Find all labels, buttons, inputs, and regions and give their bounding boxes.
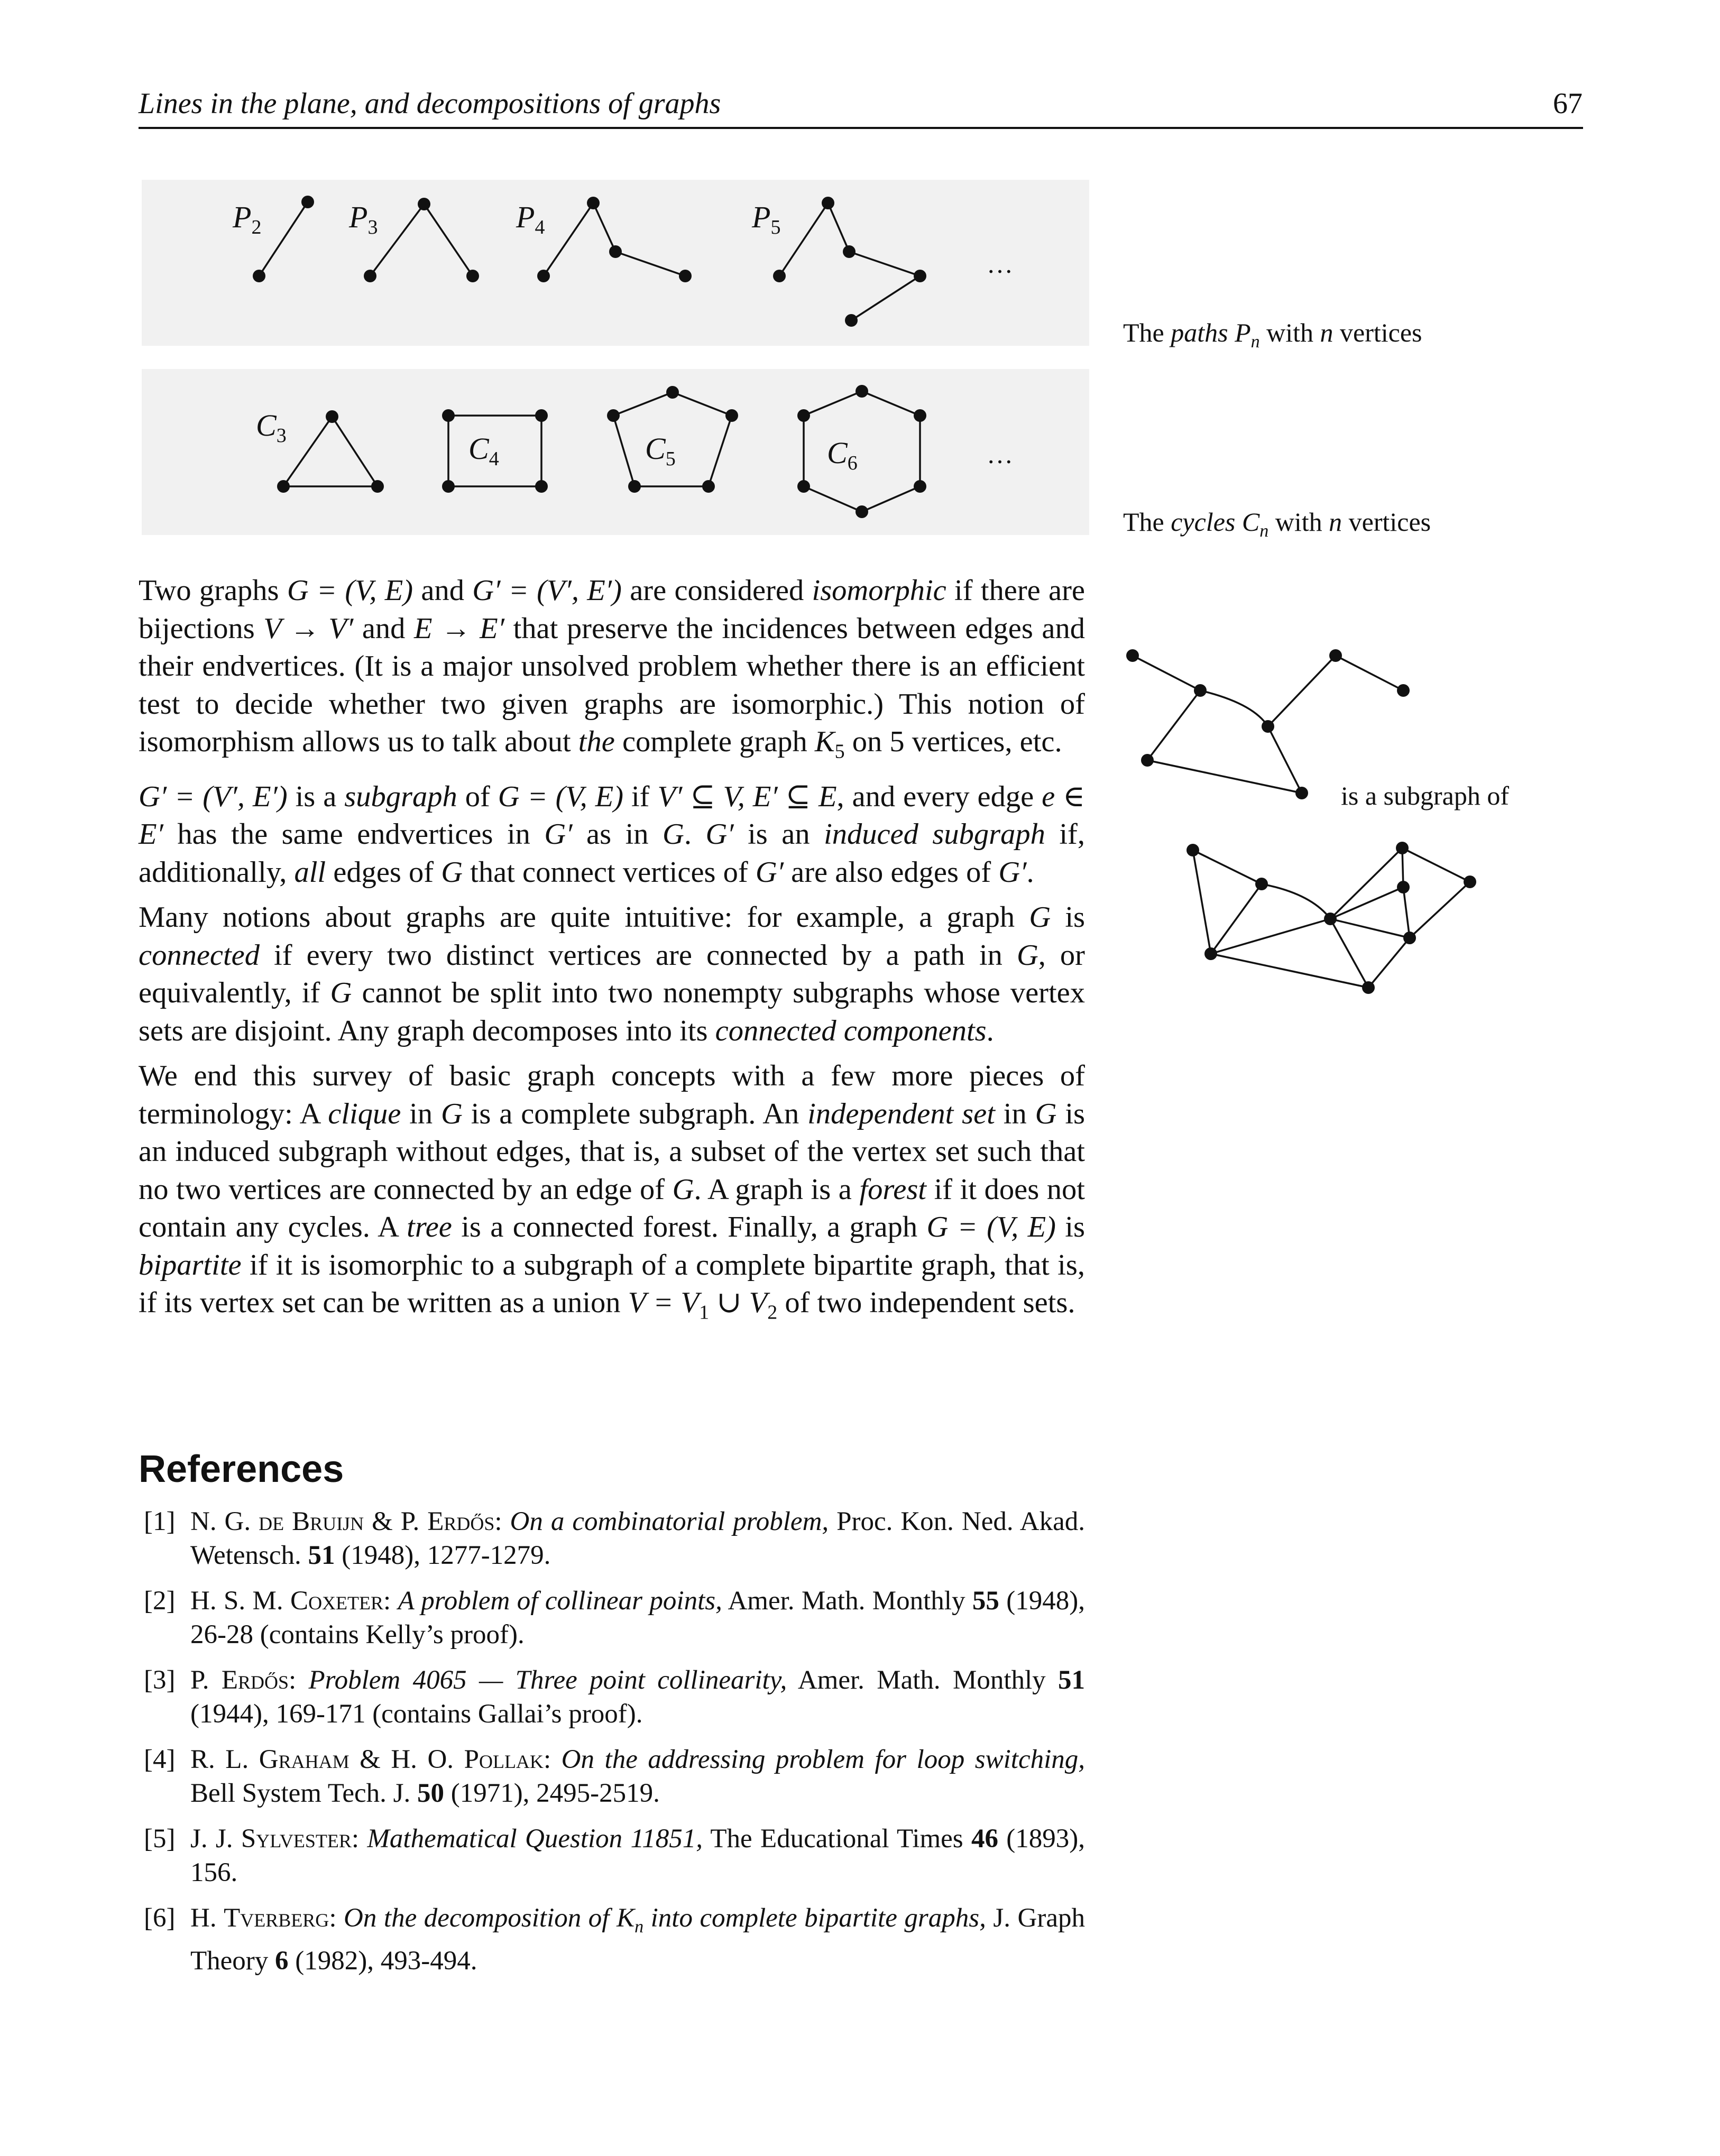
vertex xyxy=(1204,947,1217,960)
vertex xyxy=(442,409,455,422)
c3-label: $C_3$ xyxy=(256,408,287,447)
paths-caption: The paths $P_n$ with n vertices xyxy=(1123,318,1422,352)
edge xyxy=(1133,656,1200,690)
vertex xyxy=(822,197,834,209)
paths-diagram xyxy=(142,180,1089,346)
vertex xyxy=(1262,720,1274,733)
vertex xyxy=(1141,754,1154,767)
vertex xyxy=(1186,844,1199,856)
vertex xyxy=(364,270,376,282)
vertex xyxy=(1403,932,1416,944)
header-rule xyxy=(139,127,1583,129)
edge xyxy=(1193,850,1262,884)
vertex xyxy=(277,480,290,493)
vertex xyxy=(725,409,738,422)
paths-ellipsis: … xyxy=(987,249,1013,279)
edge xyxy=(1330,848,1402,919)
edge xyxy=(1403,887,1410,938)
edge xyxy=(1147,690,1200,760)
p3-label: $P_3$ xyxy=(349,200,378,238)
paragraph-terminology: We end this survey of basic graph concepts with a few more pieces of terminology: A clique in G is a complete subgraph. An independent set in G is an induced subgraph without edges, that is, a subset of the vertex set such that no two vertices are connected by an edge of G. A graph is a forest if it does not contain any cycles. A tree is a connected forest. Finally, a graph G = (V, E) is bipartite if it is isomorphic to a subgraph of a complete bipartite graph, that is, if its vertex set can be written as a union $V = V_1$ ∪ $V_2$ of two independent sets. xyxy=(139,1059,1086,1324)
p4-edge xyxy=(593,203,615,252)
paragraph-subgraph: G′ = (V′, E′) is a subgraph of G = (V, E) if V′ ⊆ V, E′ ⊆ E, and every edge e ∈ E′ has the same endvertices in G′ as in G. G′ is an induced subgraph if, additionally, all edges of G that connect vertices of G′ are also edges of G′. xyxy=(139,780,1085,889)
vertex xyxy=(797,409,810,422)
reference-item: [6] H. Tverberg: On the decomposition of $K_n$ into complete bipartite graphs, J. Graph Theory 6 (1982), 493-494. xyxy=(144,1903,1085,1976)
vertex xyxy=(666,386,679,399)
vertex xyxy=(1194,684,1207,697)
p5-edge xyxy=(779,203,828,276)
subgraph-figure xyxy=(1110,634,1491,1005)
edge xyxy=(1147,760,1302,793)
vertex xyxy=(843,245,856,258)
reference-item: [4] R. L. Graham & H. O. Pollak: On the addressing problem for loop switching, Bell System Tech. J. 50 (1971), 2495-2519. xyxy=(144,1745,1085,1808)
edge xyxy=(1268,656,1336,726)
vertex xyxy=(535,409,548,422)
edge xyxy=(1330,919,1368,988)
paragraph-connected: Many notions about graphs are quite intuitive: for example, a graph G is connected if every two distinct vertices are connected by a path in G, or equivalently, if G cannot be split into two nonempty subgraphs whose vertex sets are disjoint. Any graph decomposes into its connected components. xyxy=(139,901,1085,1047)
c5-label: $C_5$ xyxy=(645,431,676,470)
vertex xyxy=(856,505,868,518)
vertex xyxy=(797,480,810,493)
vertex xyxy=(914,480,926,493)
cycles-ellipsis: … xyxy=(987,439,1013,469)
vertex xyxy=(1396,842,1409,854)
references-list xyxy=(139,1505,1085,1989)
reference-item: [5] J. J. Sylvester: Mathematical Question 11851, The Educational Times 46 (1893), 156. xyxy=(144,1824,1086,1887)
vertex xyxy=(587,197,600,209)
vertex xyxy=(418,198,430,210)
edge xyxy=(1336,656,1403,690)
body-text xyxy=(139,572,1085,1339)
vertex xyxy=(914,409,926,422)
edge xyxy=(1193,850,1211,954)
vertex xyxy=(466,270,479,282)
p5-edge xyxy=(828,203,849,252)
vertex xyxy=(1397,684,1410,697)
p5-label: $P_5$ xyxy=(752,200,781,238)
vertex xyxy=(537,270,550,282)
p4-edge xyxy=(615,252,685,276)
vertex xyxy=(326,410,338,423)
edge xyxy=(1268,726,1302,793)
vertex xyxy=(702,480,715,493)
p3-edge xyxy=(370,204,424,276)
paragraph-isomorphic: Two graphs G = (V, E) and G′ = (V′, E′) are considered isomorphic if there are bijections V → V′ and E → E′ that preserve the incidences between edges and their endvertices. (It is a major unsolved problem whether there is an efficient test to decide whether two given graphs are isomorphic.) This notion of isomorphism allows us to talk about the complete graph $K_5$ on 5 vertices, etc. xyxy=(139,574,1086,763)
vertex xyxy=(1295,787,1308,799)
vertex xyxy=(607,409,620,422)
c5-edges xyxy=(613,392,732,486)
edge xyxy=(1330,887,1403,919)
vertex xyxy=(914,270,926,282)
edge xyxy=(1211,884,1262,954)
edge xyxy=(1262,884,1330,919)
p2-label: $P_2$ xyxy=(233,200,262,238)
vertex xyxy=(1255,878,1268,890)
vertex xyxy=(535,480,548,493)
p2-edge xyxy=(259,202,308,276)
vertex xyxy=(371,480,384,493)
edge xyxy=(1211,954,1368,988)
p4-edge xyxy=(544,203,593,276)
edge xyxy=(1200,690,1268,726)
vertex xyxy=(253,270,265,282)
cycles-figure xyxy=(142,369,1089,535)
edge xyxy=(1211,919,1330,954)
cycles-caption: The cycles $C_n$ with n vertices xyxy=(1123,507,1431,541)
p3-edge xyxy=(424,204,473,276)
reference-item: [1] N. G. de Bruijn & P. Erdős: On a combinatorial problem, Proc. Kon. Ned. Akad. Wetensch. 51 (1948), 1277-1279. xyxy=(144,1507,1086,1570)
edge xyxy=(1330,919,1410,938)
vertex xyxy=(442,480,455,493)
vertex xyxy=(1126,649,1139,662)
edge xyxy=(1402,848,1470,882)
vertex xyxy=(1397,881,1410,893)
page-number: 67 xyxy=(1553,87,1583,120)
vertex xyxy=(773,270,786,282)
c3-edges xyxy=(283,417,378,486)
cycles-diagram xyxy=(142,369,1089,535)
vertex xyxy=(1329,649,1342,662)
running-header-title: Lines in the plane, and decompositions of graphs xyxy=(139,87,721,120)
vertex xyxy=(856,385,868,398)
vertex xyxy=(301,196,314,208)
c6-edges xyxy=(804,391,920,512)
edge xyxy=(1368,938,1410,988)
vertex xyxy=(609,245,622,258)
vertex xyxy=(1324,913,1337,925)
p5-edge xyxy=(851,276,920,320)
references-heading: References xyxy=(139,1448,344,1490)
c4-label: $C_4$ xyxy=(468,431,499,470)
edge xyxy=(1410,882,1470,938)
p5-edge xyxy=(849,252,920,276)
c6-label: $C_6$ xyxy=(827,436,858,474)
vertex xyxy=(1464,876,1476,888)
subgraph-label: is a subgraph of xyxy=(1341,781,1509,810)
vertex xyxy=(1362,981,1375,994)
vertex xyxy=(628,480,641,493)
vertex xyxy=(845,314,858,327)
reference-item: [3] P. Erdős: Problem 4065 — Three point collinearity, Amer. Math. Monthly 51 (1944), 169-171 (contains Gallai’s proof). xyxy=(144,1665,1085,1729)
reference-item: [2] H. S. M. Coxeter: A problem of collinear points, Amer. Math. Monthly 55 (1948), 26-28 (contains Kelly’s proof). xyxy=(144,1586,1086,1650)
paths-figure xyxy=(142,180,1089,346)
p4-label: $P_4$ xyxy=(516,200,545,238)
vertex xyxy=(679,270,692,282)
